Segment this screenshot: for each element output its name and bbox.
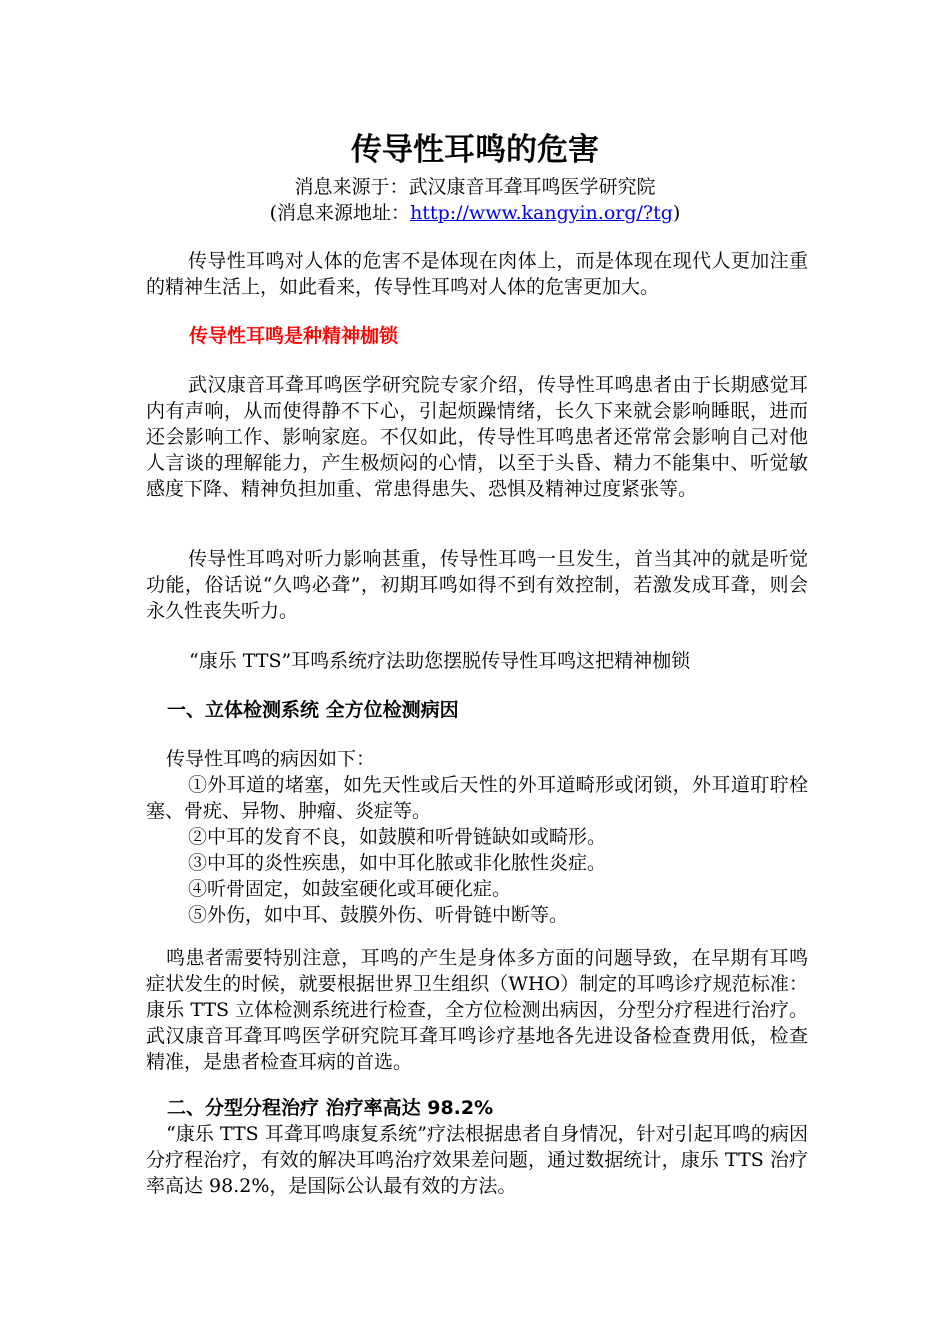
section-red-heading: 传导性耳鸣是种精神枷锁 (189, 325, 399, 347)
source-line: 消息来源于：武汉康音耳聋耳鸣医学研究院 (294, 176, 656, 198)
list-item: ③中耳的炎性疾患，如中耳化脓或非化脓性炎症。 (188, 852, 607, 874)
list-item: ④听骨固定，如鼓室硬化或耳硬化症。 (188, 878, 512, 900)
source-url-link[interactable]: http://www.kangyin.org/?tg (410, 202, 673, 224)
tagline: “康乐 TTS”耳鸣系统疗法助您摆脱传导性耳鸣这把精神枷锁 (189, 650, 691, 672)
section-heading-2: 二、分型分程治疗 治疗率高达 98.2% (167, 1097, 494, 1119)
paragraph-diagnosis: 鸣患者需要特别注意，耳鸣的产生是身体多方面的问题导致，在早期有耳鸣症状发生的时候，就要根据世界卫生组织（WHO）制定的耳鸣诊疗规范标准：康乐 TTS 立体检测系统进行检查，全方位检测出病因，分型分疗程进行治疗。武汉康音耳聋耳鸣医学研究院耳聋耳鸣诊疗基地各先进设备检查费用低，检查精准，是患者检查耳病的首选。 (146, 947, 808, 1073)
list-item: ②中耳的发育不良，如鼓膜和听骨链缺如或畸形。 (188, 826, 607, 848)
source-url-prefix: (消息来源地址： (269, 202, 411, 224)
paragraph-hearing-impact: 传导性耳鸣对听力影响甚重，传导性耳鸣一旦发生，首当其冲的就是听觉功能，俗话说“久鸣必聋”，初期耳鸣如得不到有效控制，若激发成耳聋，则会永久性丧失听力。 (146, 548, 808, 622)
paragraph-spiritual-burden: 武汉康音耳聋耳鸣医学研究院专家介绍，传导性耳鸣患者由于长期感觉耳内有声响，从而使得静不下心，引起烦躁情绪，长久下来就会影响睡眠，进而还会影响工作、影响家庭。不仅如此，传导性耳鸣患者还常常会影响自己对他人言谈的理解能力，产生极烦闷的心情，以至于头昏、精力不能集中、听觉敏感度下降、精神负担加重、常患得患失、恐惧及精神过度紧张等。 (146, 374, 808, 500)
document-title: 传导性耳鸣的危害 (351, 132, 599, 168)
list-item: ⑤外伤，如中耳、鼓膜外伤、听骨链中断等。 (188, 904, 569, 926)
list-item: ①外耳道的堵塞，如先天性或后天性的外耳道畸形或闭锁，外耳道耵聍栓塞、骨疣、异物、肿瘤、炎症等。 (146, 774, 808, 822)
causes-intro: 传导性耳鸣的病因如下： (166, 748, 376, 770)
source-url-suffix: ) (672, 202, 681, 224)
paragraph-treatment: “康乐 TTS 耳聋耳鸣康复系统”疗法根据患者自身情况，针对引起耳鸣的病因分疗程治疗，有效的解决耳鸣治疗效果差问题，通过数据统计，康乐 TTS 治疗率高达 98.2%，是国际公认最有效的方法。 (146, 1123, 808, 1197)
intro-paragraph: 传导性耳鸣对人体的危害不是体现在肉体上，而是体现在现代人更加注重的精神生活上，如此看来，传导性耳鸣对人体的危害更加大。 (146, 250, 808, 298)
source-url-line (0, 200, 950, 226)
section-heading-1: 一、立体检测系统 全方位检测病因 (167, 699, 459, 721)
causes-list (146, 772, 808, 928)
